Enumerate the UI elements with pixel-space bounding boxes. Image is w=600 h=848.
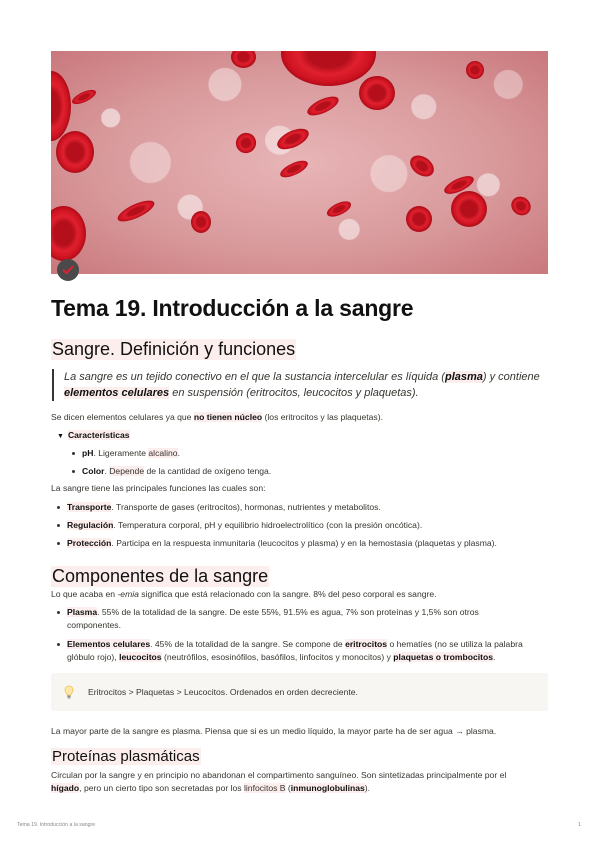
text: componentes. (67, 620, 121, 630)
blood-cell-shape (359, 76, 395, 110)
text: . (104, 466, 110, 476)
list-item-plasma (67, 606, 547, 632)
text: . (177, 448, 180, 458)
text: o hematíes (no se utiliza la palabra (387, 639, 523, 649)
highlight-text: alcalino (148, 448, 178, 458)
paragraph-emia (51, 588, 551, 601)
quote-bold-elementos: elementos celulares (64, 387, 170, 399)
highlight-linfocitos-b: linfocitos B (243, 783, 286, 793)
blood-cell-shape (278, 157, 310, 180)
toggle-triangle-icon[interactable]: ▼ (57, 433, 64, 440)
list-item-regulacion (67, 519, 422, 532)
quote-text: en suspensión (eritrocitos, leucocitos y plaquetas). (169, 387, 419, 399)
blood-cell-shape (51, 206, 86, 261)
blood-cell-shape (231, 51, 256, 68)
blood-cell-shape (508, 193, 535, 219)
footer-title: Tema 19. Introducción a la sangre (17, 822, 96, 828)
text: . Transporte de gases (eritrocitos), hormonas, nutrientes y metabolitos. (111, 502, 381, 512)
blood-cell-shape (115, 196, 157, 225)
list-item-proteccion (67, 537, 497, 550)
bold-label: Transporte (67, 502, 112, 512)
text: ). (364, 783, 371, 793)
text: (neutrófilos, esosinófilos, basófilos, linfocitos y monocitos) y (161, 652, 394, 662)
bold-plaquetas: plaquetas o trombocitos (393, 652, 494, 662)
text: (los eritrocitos y las plaquetas). (262, 412, 383, 422)
page-number: 1 (578, 822, 581, 828)
text: . Ligeramente (93, 448, 149, 458)
blood-cell-shape (406, 151, 438, 181)
blood-cell-shape (56, 131, 94, 173)
text: . (493, 652, 496, 662)
toggle-label[interactable]: Características (67, 430, 130, 440)
paragraph-nucleo (51, 411, 551, 424)
blood-cell-shape (281, 51, 376, 86)
text: . Participa en la respuesta inmunitaria (leucocitos y plasma) y en la hemostasia (plaquetas y plasma). (111, 538, 497, 548)
lightbulb-icon (62, 683, 76, 701)
section-heading-componentes: Componentes de la sangre (52, 566, 269, 586)
quote-bold-plasma: plasma (444, 371, 483, 383)
text: glóbulo rojo), (67, 652, 120, 662)
bold-label: Regulación (67, 520, 114, 530)
bold-higado: hígado (51, 783, 80, 793)
text: Circulan por la sangre y en principio no abandonan el compartimento sanguíneo. Son sintetizadas principalmente por el (51, 770, 507, 780)
bold-label: Color (82, 466, 105, 476)
quote-text: La sangre es un tejido conectivo en el que la sustancia intercelular es líquida ( (64, 371, 445, 383)
blood-cell-shape (232, 129, 260, 157)
blood-cell-shape (70, 87, 98, 107)
blood-cell-shape (406, 206, 432, 232)
check-circle-icon (57, 259, 79, 281)
quote-text: ) y contiene (482, 371, 540, 383)
list-item-transporte (67, 501, 381, 514)
blood-cell-shape (325, 198, 354, 220)
highlight-text: Depende (109, 466, 145, 476)
text: Lo que acaba en (51, 589, 118, 599)
bold-label: Elementos celulares (67, 639, 151, 649)
hero-image (51, 51, 548, 274)
blood-cell-shape (191, 211, 211, 233)
bold-no-tienen-nucleo: no tienen núcleo (193, 412, 263, 422)
blood-cell-shape (274, 124, 312, 153)
blood-cell-shape (51, 71, 71, 141)
section-heading-proteinas: Proteínas plasmáticas (52, 748, 200, 765)
blood-cell-shape (305, 93, 342, 120)
italic-emia: -emia (117, 589, 139, 599)
callout-order (51, 673, 548, 711)
bold-label: Protección (67, 538, 112, 548)
paragraph-funciones: La sangre tiene las principales funciones las cuales son: (51, 483, 266, 493)
definition-quote (52, 369, 552, 401)
bold-leucocitos: leucocitos (119, 652, 162, 662)
text: Se dicen elementos celulares ya que (51, 412, 194, 422)
blood-cell-shape (466, 61, 484, 79)
list-item-elementos-celulares (67, 638, 552, 664)
bold-eritrocitos: eritrocitos (345, 639, 388, 649)
text: significa que está relacionado con la sangre. 8% del peso corporal es sangre. (138, 589, 437, 599)
list-item-color (82, 465, 271, 478)
bold-label: Plasma (67, 607, 98, 617)
text: de la cantidad de oxígeno tenga. (144, 466, 272, 476)
text: . Temperatura corporal, pH y equilibrio hidroelectrolítico (con la presión oncótica). (113, 520, 423, 530)
bold-label: pH (82, 448, 94, 458)
paragraph-proteinas (51, 769, 551, 795)
text: , pero un cierto tipo son secretadas por los (79, 783, 244, 793)
text: ( (285, 783, 291, 793)
callout-text: Eritrocitos > Plaquetas > Leucocitos. Ordenados en orden decreciente. (88, 687, 358, 697)
toggle-caracteristicas[interactable] (57, 429, 557, 443)
page-title: Tema 19. Introducción a la sangre (51, 295, 414, 321)
bold-inmunoglobulinas: inmunoglobulinas (290, 783, 365, 793)
list-item-ph (82, 447, 180, 460)
blood-cell-shape (451, 191, 487, 227)
paragraph-plasma-agua: La mayor parte de la sangre es plasma. Piensa que si es un medio líquido, la mayor parte ha de ser agua → plasma. (51, 726, 497, 736)
text: . 55% de la totalidad de la sangre. De este 55%, 91.5% es agua, 7% son proteínas y 1,5% son otros (97, 607, 479, 617)
section-heading-definicion: Sangre. Definición y funciones (52, 339, 296, 359)
text: . 45% de la totalidad de la sangre. Se compone de (150, 639, 346, 649)
